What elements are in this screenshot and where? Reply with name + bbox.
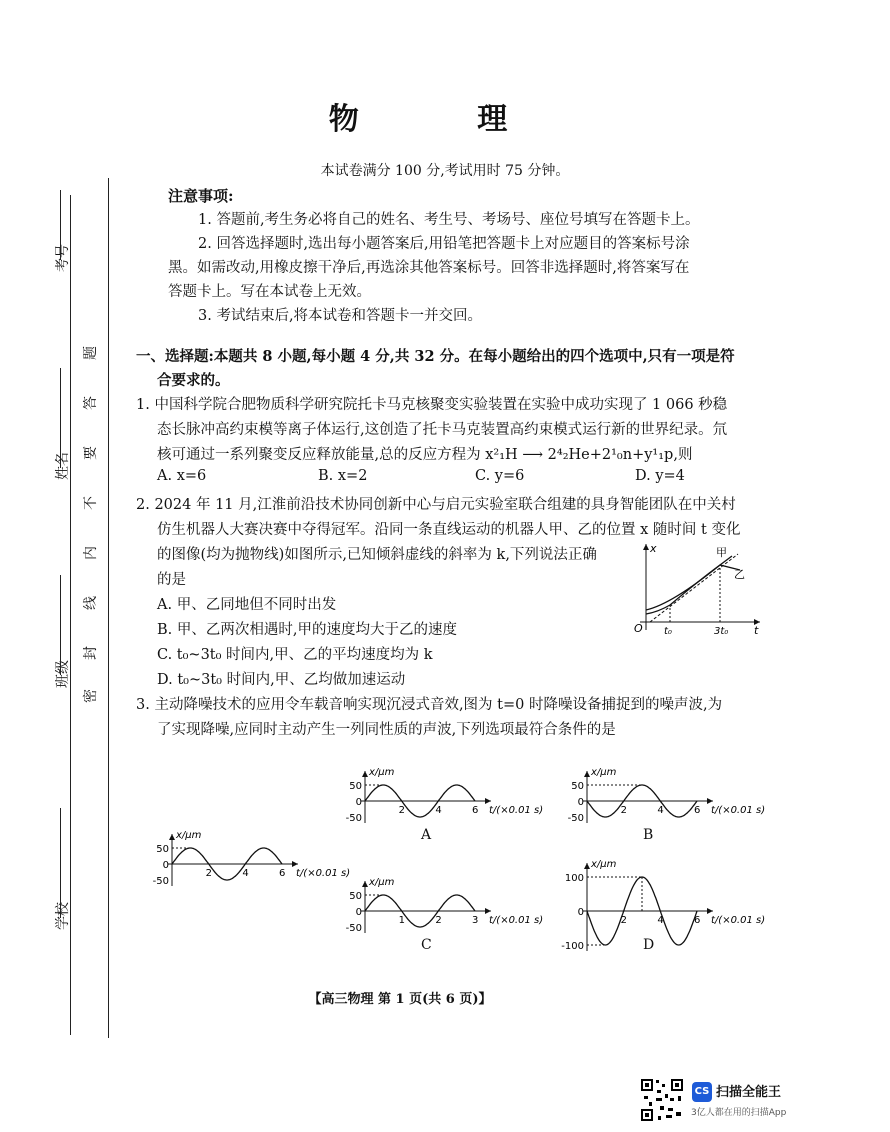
wave-x-tick: 6 <box>694 805 701 816</box>
q2-axis-x-label: x <box>650 542 657 555</box>
q2-option-d: D. t₀~3t₀ 时间内,甲、乙均做加速运动 <box>157 672 406 688</box>
q2-origin-label: O <box>634 622 643 635</box>
qr-code-icon <box>640 1078 684 1122</box>
section-heading: 一、选择题:本题共 8 小题,每小题 4 分,共 32 分。在每小题给出的四个选项中,只有一项是符 <box>136 348 735 365</box>
wave-x-axis-arrow <box>362 771 368 777</box>
seal-warning-char: 密 <box>83 689 99 703</box>
seal-warning-char: 不 <box>83 496 99 510</box>
exam-no-field[interactable] <box>60 190 62 260</box>
q2-curve-jia-label: 甲 <box>716 546 727 559</box>
q2-position-time-graph <box>628 538 768 638</box>
q2-curve-yi <box>646 565 740 614</box>
wave-y-tick-min: -50 <box>345 813 362 824</box>
school-field[interactable] <box>60 808 62 918</box>
wave-graph-C <box>343 855 543 965</box>
notice-item: 3. 考试结束后,将本试卷和答题卡一并交回。 <box>198 308 483 324</box>
wave-x-label: t/(×0.01 s) <box>711 915 766 926</box>
wave-x-axis-arrow <box>362 881 368 887</box>
page-footer: 【高三物理 第 1 页(共 6 页)】 <box>308 992 492 1007</box>
exam-info: 本试卷满分 100 分,考试用时 75 分钟。 <box>320 163 570 179</box>
q2-stem: 仿生机器人大赛决赛中夺得冠军。沿同一条直线运动的机器人甲、乙的位置 x 随时间 t 变化 <box>157 522 741 538</box>
seal-warning-char: 要 <box>83 446 99 460</box>
q1-stem: 核可通过一系列聚变反应释放能量,总的反应方程为 x²₁H ⟶ 2⁴₂He+2¹₀n+y¹₁p,则 <box>157 447 693 463</box>
q2-slope-dashed-line <box>650 554 738 622</box>
q2-curve-jia <box>646 556 732 610</box>
wave-x-label: t/(×0.01 s) <box>489 805 544 816</box>
q2-t1-label: t₀ <box>664 626 672 637</box>
wave-x-tick: 2 <box>620 805 628 816</box>
q1-option-d: D. y=4 <box>635 468 685 484</box>
wave-x-tick: 6 <box>279 868 286 879</box>
wave-y-tick-min: -50 <box>152 876 169 887</box>
class-field[interactable] <box>60 575 62 675</box>
wave-caption-B: B <box>643 827 654 843</box>
exam-no-label: 考号 <box>55 244 71 272</box>
wave-x-tick: 2 <box>435 915 442 926</box>
wave-graph-noise <box>150 808 350 918</box>
wave-t-axis-arrow <box>707 798 713 804</box>
wave-y-label: x/μm <box>369 877 395 888</box>
wave-y-label: x/μm <box>176 830 202 841</box>
notice-item: 黑。如需改动,用橡皮擦干净后,再选涂其他答案标号。回答非选择题时,将答案写在 <box>168 260 690 276</box>
q2-stem: 的图像(均为抛物线)如图所示,已知倾斜虚线的斜率为 k,下列说法正确 <box>157 547 597 563</box>
wave-y-tick-zero: 0 <box>355 907 362 918</box>
wave-x-tick: 4 <box>435 805 442 816</box>
wave-caption-D: D <box>643 937 655 953</box>
wave-x-tick: 4 <box>242 868 249 879</box>
q1-stem: 态长脉冲高约束模等离子体运行,这创造了托卡马克装置高约束模式运行新的世界纪录。氘 <box>157 422 728 438</box>
notice-item: 答题卡上。写在本试卷上无效。 <box>168 284 371 300</box>
notice-item: 1. 答题前,考生务必将自己的姓名、考生号、考场号、座位号填写在答题卡上。 <box>198 212 700 228</box>
wave-x-tick: 4 <box>657 805 664 816</box>
wave-t-axis-arrow <box>485 908 491 914</box>
wave-t-axis-arrow <box>292 861 298 867</box>
wave-t-axis-arrow <box>707 908 713 914</box>
q2-option-c: C. t₀~3t₀ 时间内,甲、乙的平均速度均为 k <box>157 647 433 663</box>
wave-y-tick-min: -50 <box>567 813 584 824</box>
q2-stem: 的是 <box>157 572 186 588</box>
wave-x-label: t/(×0.01 s) <box>489 915 544 926</box>
wave-y-tick-max: 50 <box>571 781 584 792</box>
wave-x-axis-arrow <box>584 863 590 869</box>
q2-t2-label: 3t₀ <box>714 626 729 637</box>
class-label: 班级 <box>55 660 71 688</box>
q1-stem: 1. 中国科学院合肥物质科学研究院托卡马克核聚变实验装置在实验中成功实现了 1 066 秒稳 <box>136 397 728 413</box>
wave-x-axis-arrow <box>584 771 590 777</box>
wave-graph-A <box>343 745 543 855</box>
wave-y-label: x/μm <box>591 767 617 778</box>
seal-warning-char: 答 <box>83 396 99 410</box>
wave-y-tick-max: 50 <box>349 891 362 902</box>
wave-y-tick-zero: 0 <box>355 797 362 808</box>
wave-y-label: x/μm <box>369 767 395 778</box>
wave-x-tick: 3 <box>472 915 479 926</box>
wave-x-tick: 4 <box>657 915 664 926</box>
wave-y-tick-zero: 0 <box>162 860 169 871</box>
camscanner-app-name: 扫描全能王 <box>716 1085 782 1100</box>
q1-option-c: C. y=6 <box>475 468 525 484</box>
seal-warning-char: 题 <box>83 346 99 360</box>
wave-x-label: t/(×0.01 s) <box>711 805 766 816</box>
name-field[interactable] <box>60 368 62 468</box>
q1-option-b: B. x=2 <box>318 468 368 484</box>
notice-heading: 注意事项: <box>168 187 234 205</box>
notice-item: 2. 回答选择题时,选出每小题答案后,用铅笔把答题卡上对应题目的答案标号涂 <box>198 236 690 252</box>
wave-y-label: x/μm <box>591 859 617 870</box>
q3-stem: 3. 主动降噪技术的应用令车载音响实现沉浸式音效,图为 t=0 时降噪设备捕捉到的噪声波,为 <box>136 697 723 713</box>
name-label: 姓名 <box>55 452 71 480</box>
seal-warning-char: 封 <box>83 646 99 660</box>
wave-x-tick: 2 <box>205 868 213 879</box>
school-label: 学校 <box>55 902 71 930</box>
wave-x-tick: 2 <box>620 915 628 926</box>
seal-warning-char: 线 <box>83 596 99 610</box>
wave-y-tick-zero: 0 <box>577 797 584 808</box>
q2-curve-yi-label: 乙 <box>734 568 745 581</box>
wave-y-tick-zero: 0 <box>577 907 584 918</box>
wave-x-label: t/(×0.01 s) <box>296 868 351 879</box>
wave-caption-A: A <box>421 827 432 843</box>
wave-graph-D <box>561 837 766 952</box>
q3-stem: 了实现降噪,应同时主动产生一列同性质的声波,下列选项最符合条件的是 <box>157 722 616 738</box>
wave-caption-C: C <box>421 937 432 953</box>
q2-stem: 2. 2024 年 11 月,江淮前沿技术协同创新中心与启元实验室联合组建的具身智能团队在中关村 <box>136 497 736 513</box>
seal-line-inner <box>108 178 109 1038</box>
camscanner-tagline: 3亿人都在用的扫描App <box>691 1108 787 1118</box>
wave-x-tick: 2 <box>398 805 406 816</box>
wave-t-axis-arrow <box>485 798 491 804</box>
wave-x-tick: 1 <box>398 915 406 926</box>
wave-x-axis-arrow <box>169 834 175 840</box>
wave-y-tick-max: 50 <box>349 781 362 792</box>
q1-option-a: A. x=6 <box>157 468 207 484</box>
seal-warning-char: 内 <box>83 546 99 560</box>
wave-y-tick-max: 100 <box>564 873 584 884</box>
section-heading-cont: 合要求的。 <box>157 372 230 389</box>
page-title: 物 理 <box>328 102 562 137</box>
q2-option-a: A. 甲、乙同地但不同时出发 <box>157 597 337 613</box>
wave-x-tick: 6 <box>472 805 479 816</box>
wave-x-tick: 6 <box>694 915 701 926</box>
q2-axis-t-label: t <box>754 624 759 637</box>
wave-y-tick-min: -50 <box>345 923 362 934</box>
camscanner-logo-icon: CS <box>692 1082 712 1102</box>
wave-y-tick-min: -100 <box>561 941 584 952</box>
wave-y-tick-max: 50 <box>156 844 169 855</box>
q2-option-b: B. 甲、乙两次相遇时,甲的速度均大于乙的速度 <box>157 622 457 638</box>
